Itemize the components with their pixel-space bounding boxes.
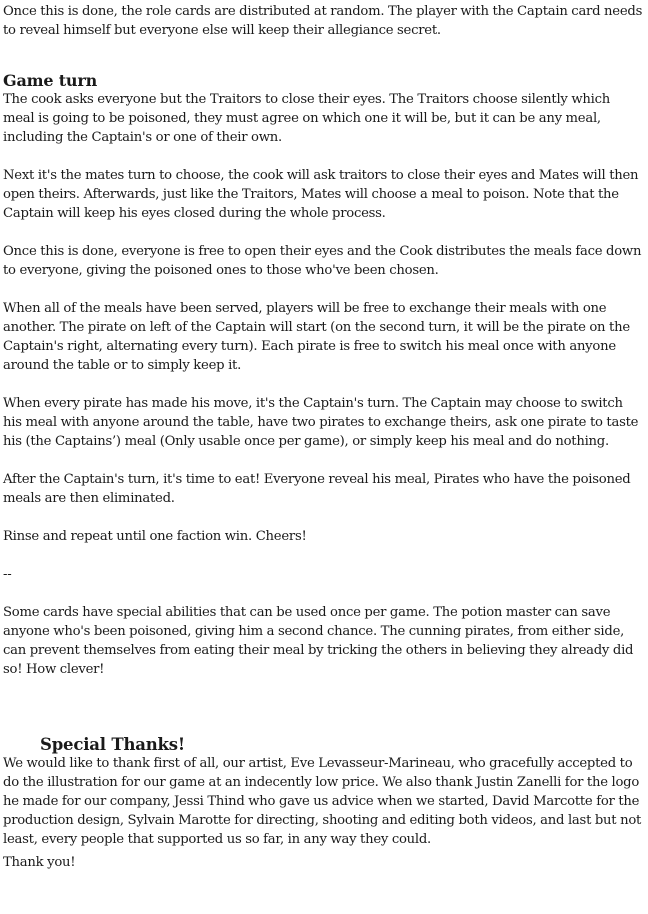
document-page: [3, 2, 645, 872]
rule-paragraph-6: After the Captain's turn, it's time to eat! Everyone reveal his meal, Pirates who have the poisoned meals are then eliminated.: [3, 472, 631, 506]
rule-paragraph-4: When all of the meals have been served, players will be free to exchange their meals with one another. The pirate on left of the Captain will start (on the second turn, it will be the pirate on the Captain's right, alternating every turn). Each pirate is free to switch his meal once with anyone around the table or to simply keep it.: [3, 301, 630, 373]
rule-paragraph-5: When every pirate has made his move, it's the Captain's turn. The Captain may choose to switch his meal with anyone around the table, have two pirates to exchange theirs, ask one pirate to taste his (the Captains’) meal (Only usable once per game), or simply keep his meal and do nothing.: [3, 396, 639, 449]
spacer: [3, 584, 645, 603]
separator-dashes: --: [3, 567, 12, 582]
rule-paragraph-1: The cook asks everyone but the Traitors to close their eyes. The Traitors choose silently which meal is going to be poisoned, they must agree on which one it will be, but it can be any meal, including the Captain's or one of their own.: [3, 92, 610, 145]
game-turn-heading: Game turn: [3, 71, 97, 90]
spacer: [3, 40, 645, 71]
special-abilities-paragraph: Some cards have special abilities that can be used once per game. The potion master can save anyone who's been poisoned, giving him a second chance. The cunning pirates, from either side, can prevent themselves from eating their meal by tricking the others in believing they already did so! How clever!: [3, 605, 634, 677]
thanks-paragraph: We would like to thank first of all, our artist, Eve Levasseur-Marineau, who gracefully accepted to do the illustration for our game at an indecently low price. We also thank Justin Zanelli for the logo he made for our company, Jessi Thind who gave us advice when we started, David Marcotte for the production design, Sylvain Marotte for directing, shooting and editing both videos, and last but not least, every people that supported us so far, in any way they could.: [3, 756, 642, 847]
spacer: [3, 546, 645, 565]
rule-paragraph-7: Rinse and repeat until one faction win. Cheers!: [3, 529, 307, 544]
rule-paragraph-3: Once this is done, everyone is free to open their eyes and the Cook distributes the meals face down to everyone, giving the poisoned ones to those who've been chosen.: [3, 244, 642, 278]
spacer: [3, 679, 645, 735]
spacer: [3, 223, 645, 242]
intro-paragraph: Once this is done, the role cards are distributed at random. The player with the Captain card needs to reveal himself but everyone else will keep their allegiance secret.: [3, 4, 643, 38]
special-thanks-heading: Special Thanks!: [40, 735, 185, 754]
spacer: [3, 147, 645, 166]
spacer: [3, 451, 645, 470]
closing-thank-you: Thank you!: [3, 855, 76, 870]
spacer: [3, 508, 645, 527]
spacer: [3, 280, 645, 299]
spacer: [3, 375, 645, 394]
rule-paragraph-2: Next it's the mates turn to choose, the cook will ask traitors to close their eyes and Mates will then open theirs. Afterwards, just like the Traitors, Mates will choose a meal to poison. Note that the Captain will keep his eyes closed during the whole process.: [3, 168, 639, 221]
